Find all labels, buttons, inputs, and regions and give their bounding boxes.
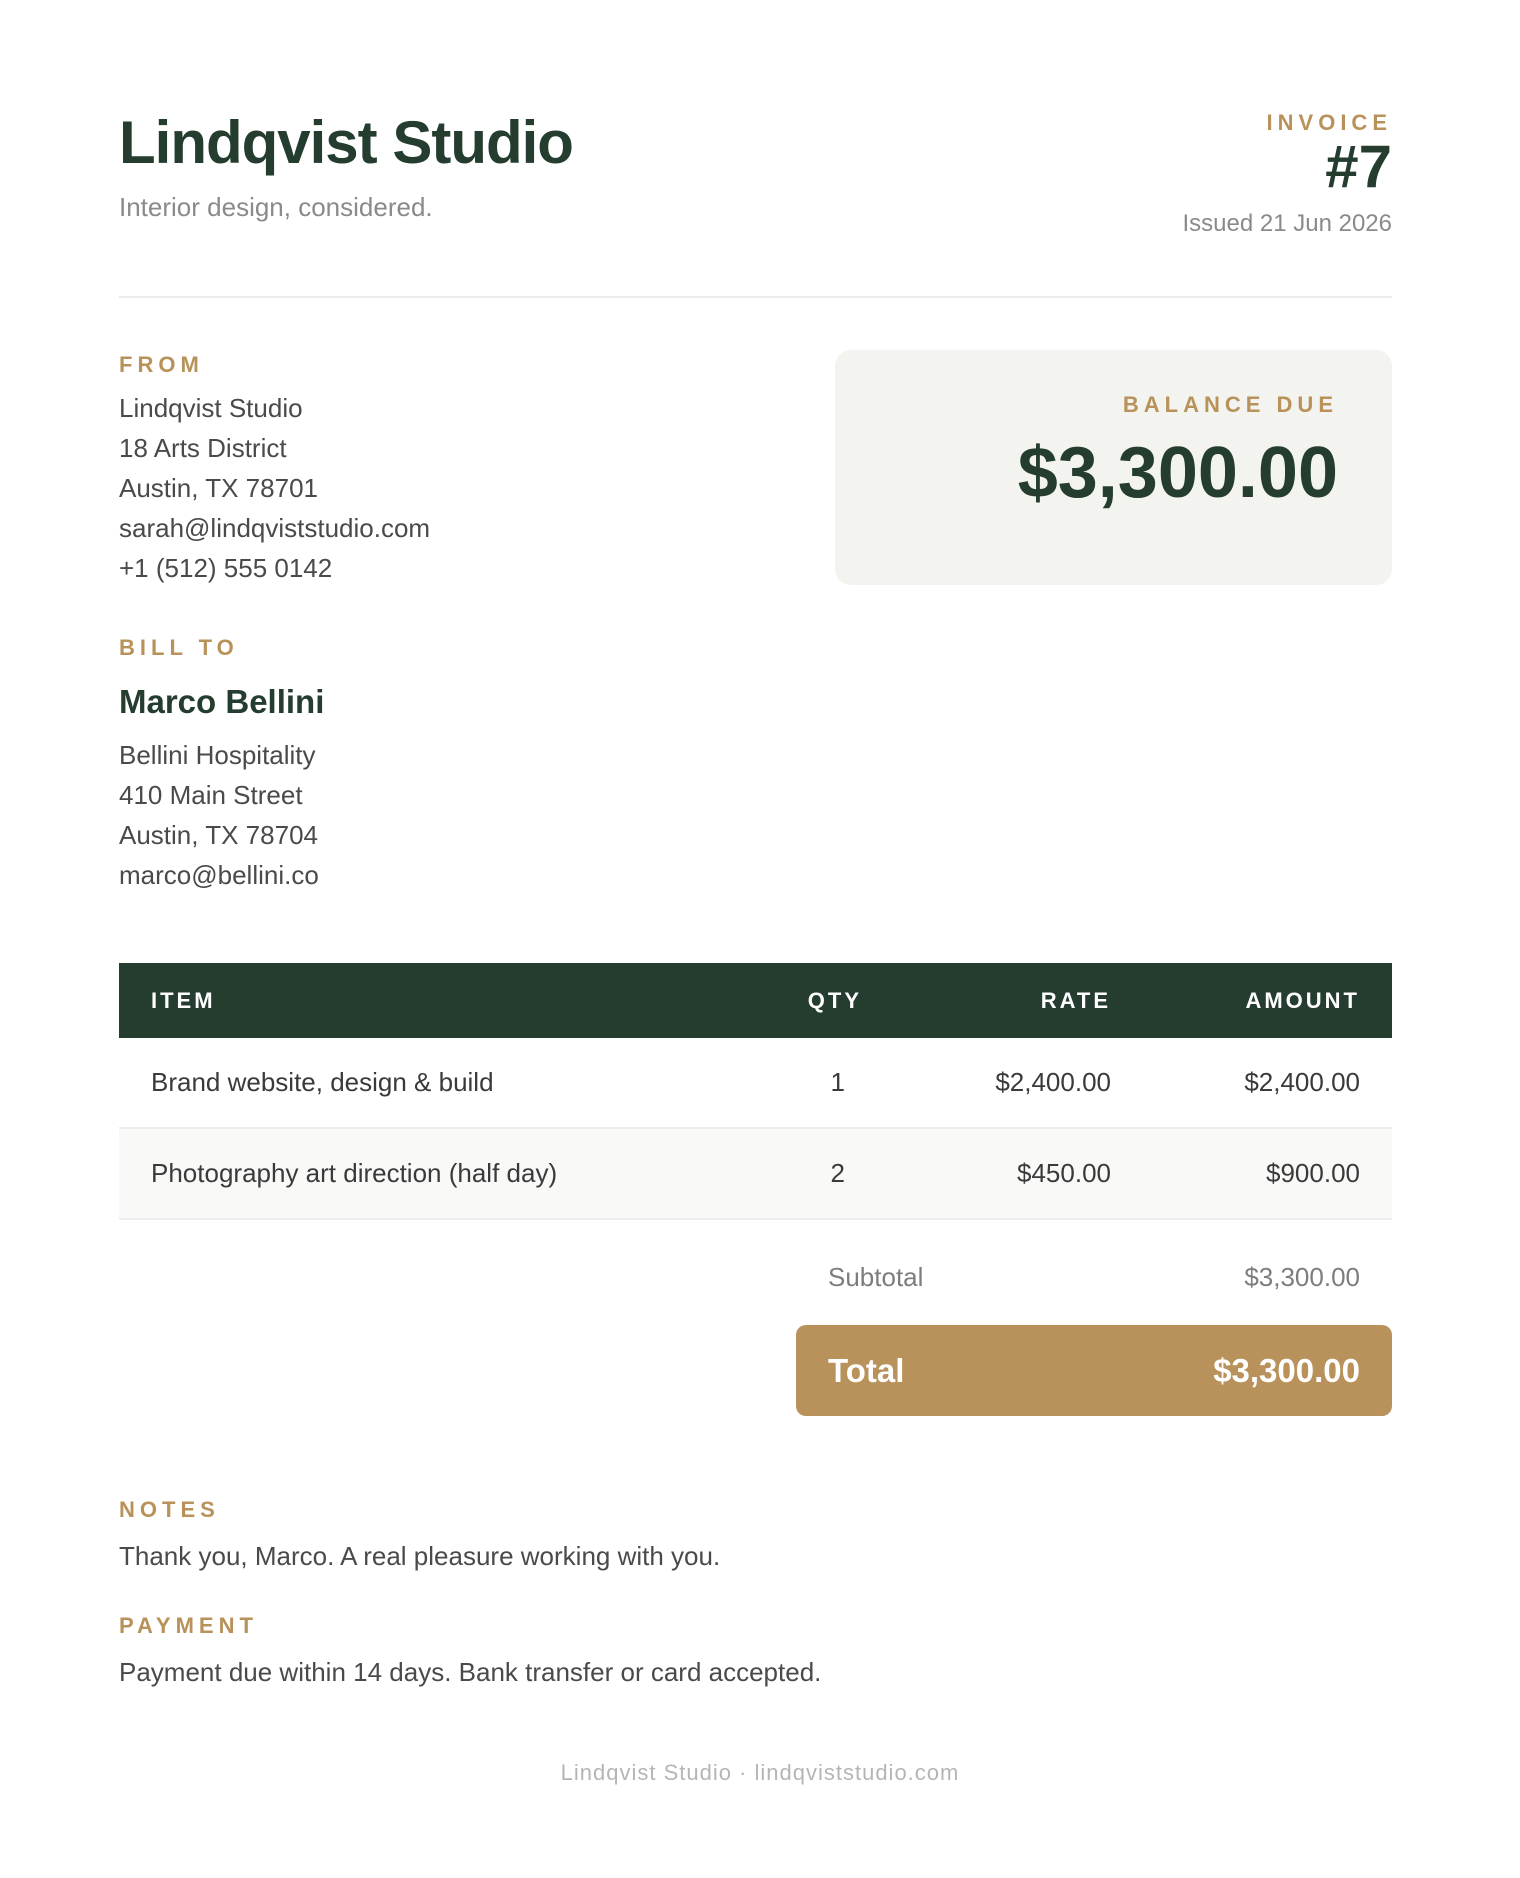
subtotal-row	[828, 1262, 1360, 1293]
payment-section	[119, 1613, 821, 1688]
balance-due-card	[835, 350, 1392, 585]
client-line: 410 Main Street	[119, 780, 303, 810]
page-footer: Lindqvist Studio · lindqviststudio.com	[560, 1760, 960, 1785]
client-name: Marco Bellini	[119, 683, 325, 720]
payment-text: Payment due within 14 days. Bank transfer or card accepted.	[119, 1657, 822, 1687]
notes-text: Thank you, Marco. A real pleasure working with you.	[119, 1541, 721, 1571]
from-line: Austin, TX 78701	[119, 473, 318, 503]
column-header-amount: AMOUNT	[1245, 988, 1360, 1013]
bill-to-section	[119, 635, 324, 895]
invoice-number: #7	[1325, 133, 1392, 200]
header-divider	[119, 296, 1392, 298]
brand-name: Lindqvist Studio	[119, 109, 573, 176]
from-line: 18 Arts District	[119, 433, 287, 463]
item-description: Photography art direction (half day)	[151, 1158, 558, 1188]
brand-tagline: Interior design, considered.	[119, 192, 433, 222]
notes-label: NOTES	[119, 1497, 220, 1522]
total-bar	[796, 1325, 1392, 1416]
client-line: Austin, TX 78704	[119, 820, 318, 850]
item-description: Brand website, design & build	[151, 1067, 494, 1097]
item-amount: $900.00	[1266, 1158, 1360, 1188]
notes-section	[119, 1497, 720, 1572]
from-address	[119, 388, 430, 588]
invoice-label: INVOICE	[1266, 110, 1392, 135]
issued-date: Issued 21 Jun 2026	[1182, 210, 1392, 237]
item-rate: $450.00	[1017, 1158, 1111, 1188]
column-header-rate: RATE	[1040, 988, 1111, 1013]
line-items-table	[119, 963, 1392, 1220]
item-qty: 1	[830, 1067, 845, 1097]
from-line: Lindqvist Studio	[119, 393, 303, 423]
payment-label: PAYMENT	[119, 1613, 258, 1638]
table-row	[119, 1038, 1392, 1129]
invoice-id-block	[1183, 110, 1393, 238]
from-section	[119, 352, 430, 588]
column-header-qty: QTY	[807, 988, 862, 1013]
balance-due-label: BALANCE DUE	[1122, 392, 1338, 417]
item-qty: 2	[830, 1158, 845, 1188]
balance-due-amount: $3,300.00	[1017, 433, 1338, 513]
client-email: marco@bellini.co	[119, 860, 319, 890]
total-label: Total	[828, 1352, 905, 1389]
bill-to-label: BILL TO	[119, 635, 239, 660]
from-phone: +1 (512) 555 0142	[119, 553, 333, 583]
total-value: $3,300.00	[1213, 1352, 1360, 1389]
client-line: Bellini Hospitality	[119, 740, 316, 770]
item-amount: $2,400.00	[1244, 1067, 1360, 1097]
from-email: sarah@lindqviststudio.com	[119, 513, 431, 543]
item-rate: $2,400.00	[995, 1067, 1111, 1097]
client-address	[119, 735, 324, 895]
subtotal-value: $3,300.00	[1244, 1262, 1360, 1292]
column-header-item: ITEM	[151, 988, 216, 1013]
table-header	[119, 963, 1392, 1038]
subtotal-label: Subtotal	[828, 1262, 924, 1292]
table-row	[119, 1129, 1392, 1220]
invoice-header	[119, 108, 1392, 248]
from-label: FROM	[119, 352, 204, 377]
